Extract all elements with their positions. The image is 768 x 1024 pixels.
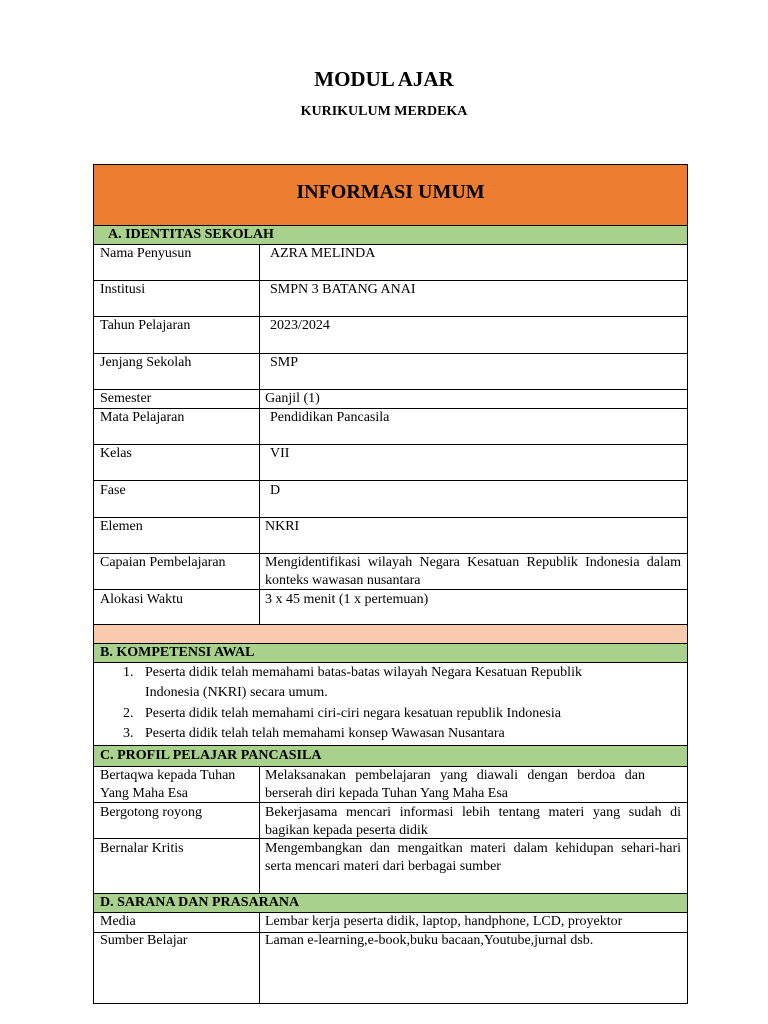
label-kelas: Kelas	[100, 446, 132, 461]
value-alokasi-waktu: 3 x 45 menit (1 x pertemuan)	[265, 592, 429, 607]
list-item-number: 3.	[123, 726, 134, 741]
section-a-title: A. IDENTITAS SEKOLAH	[108, 227, 274, 242]
value-bergotong-royong: Bekerjasama mencari informasi lebih tentang materi yang sudah di bagikan kepada peserta didik	[265, 805, 681, 838]
label-bernalar-kritis: Bernalar Kritis	[100, 841, 184, 856]
section-b-title: B. KOMPETENSI AWAL	[100, 645, 255, 660]
value-mata-pelajaran: Pendidikan Pancasila	[270, 410, 390, 425]
list-item	[94, 724, 687, 744]
info-table	[93, 164, 688, 1004]
list-item-text-cont: Indonesia (NKRI) secara umum.	[145, 685, 328, 700]
value-jenjang-sekolah: SMP	[270, 355, 299, 370]
value-tahun-pelajaran: 2023/2024	[270, 318, 330, 333]
list-item-number: 1.	[123, 665, 134, 680]
value-kelas: VII	[270, 446, 290, 461]
value-capaian-pembelajaran: Mengidentifikasi wilayah Negara Kesatuan Republik Indonesia dalam konteks wawasan nusantara	[265, 555, 681, 588]
info-banner-title: INFORMASI UMUM	[296, 181, 485, 203]
label-bertaqwa: Bertaqwa kepada Tuhan Yang Maha Esa	[100, 768, 236, 801]
value-semester: Ganjil (1)	[265, 391, 320, 406]
label-alokasi-waktu: Alokasi Waktu	[100, 592, 183, 607]
label-nama-penyusun: Nama Penyusun	[100, 246, 192, 261]
label-jenjang-sekolah: Jenjang Sekolah	[100, 355, 192, 370]
value-elemen: NKRI	[265, 519, 300, 534]
label-capaian-pembelajaran: Capaian Pembelajaran	[100, 555, 226, 570]
value-sumber-belajar: Laman e-learning,e-book,buku bacaan,Youtube,jurnal dsb.	[265, 933, 594, 948]
list-item-text: Peserta didik telah telah memahami konsep Wawasan Nusantara	[145, 726, 505, 741]
list-item	[94, 704, 687, 724]
value-nama-penyusun: AZRA MELINDA	[270, 246, 376, 261]
value-media: Lembar kerja peserta didik, laptop, handphone, LCD, proyektor	[265, 914, 623, 929]
value-fase: D	[270, 483, 281, 498]
value-bernalar-kritis: Mengembangkan dan mengaitkan materi dalam kehidupan sehari-hari serta mencari materi dari berbagai sumber	[265, 841, 681, 874]
list-item-number: 2.	[123, 706, 134, 721]
value-bertaqwa: Melaksanakan pembelajaran yang diawali dengan berdoa dan berserah diri kepada Tuhan Yang Maha Esa	[265, 768, 645, 801]
label-media: Media	[100, 914, 136, 929]
section-c-title: C. PROFIL PELAJAR PANCASILA	[100, 748, 322, 763]
label-fase: Fase	[100, 483, 126, 498]
separator-band	[94, 625, 687, 643]
label-elemen: Elemen	[100, 519, 143, 534]
document-title: MODUL AJAR	[314, 67, 454, 91]
label-semester: Semester	[100, 391, 152, 406]
list-item-text: Peserta didik telah memahami ciri-ciri negara kesatuan republik Indonesia	[145, 706, 561, 721]
label-tahun-pelajaran: Tahun Pelajaran	[100, 318, 191, 333]
section-d-title: D. SARANA DAN PRASARANA	[100, 895, 300, 910]
label-sumber-belajar: Sumber Belajar	[100, 933, 188, 948]
document-subtitle: KURIKULUM MERDEKA	[300, 104, 468, 119]
list-item	[94, 663, 687, 703]
value-institusi: SMPN 3 BATANG ANAI	[270, 282, 416, 297]
label-institusi: Institusi	[100, 282, 146, 297]
list-item-text: Peserta didik telah memahami batas-batas wilayah Negara Kesatuan Republik	[145, 665, 582, 680]
label-bergotong-royong: Bergotong royong	[100, 805, 203, 820]
label-mata-pelajaran: Mata Pelajaran	[100, 410, 185, 425]
